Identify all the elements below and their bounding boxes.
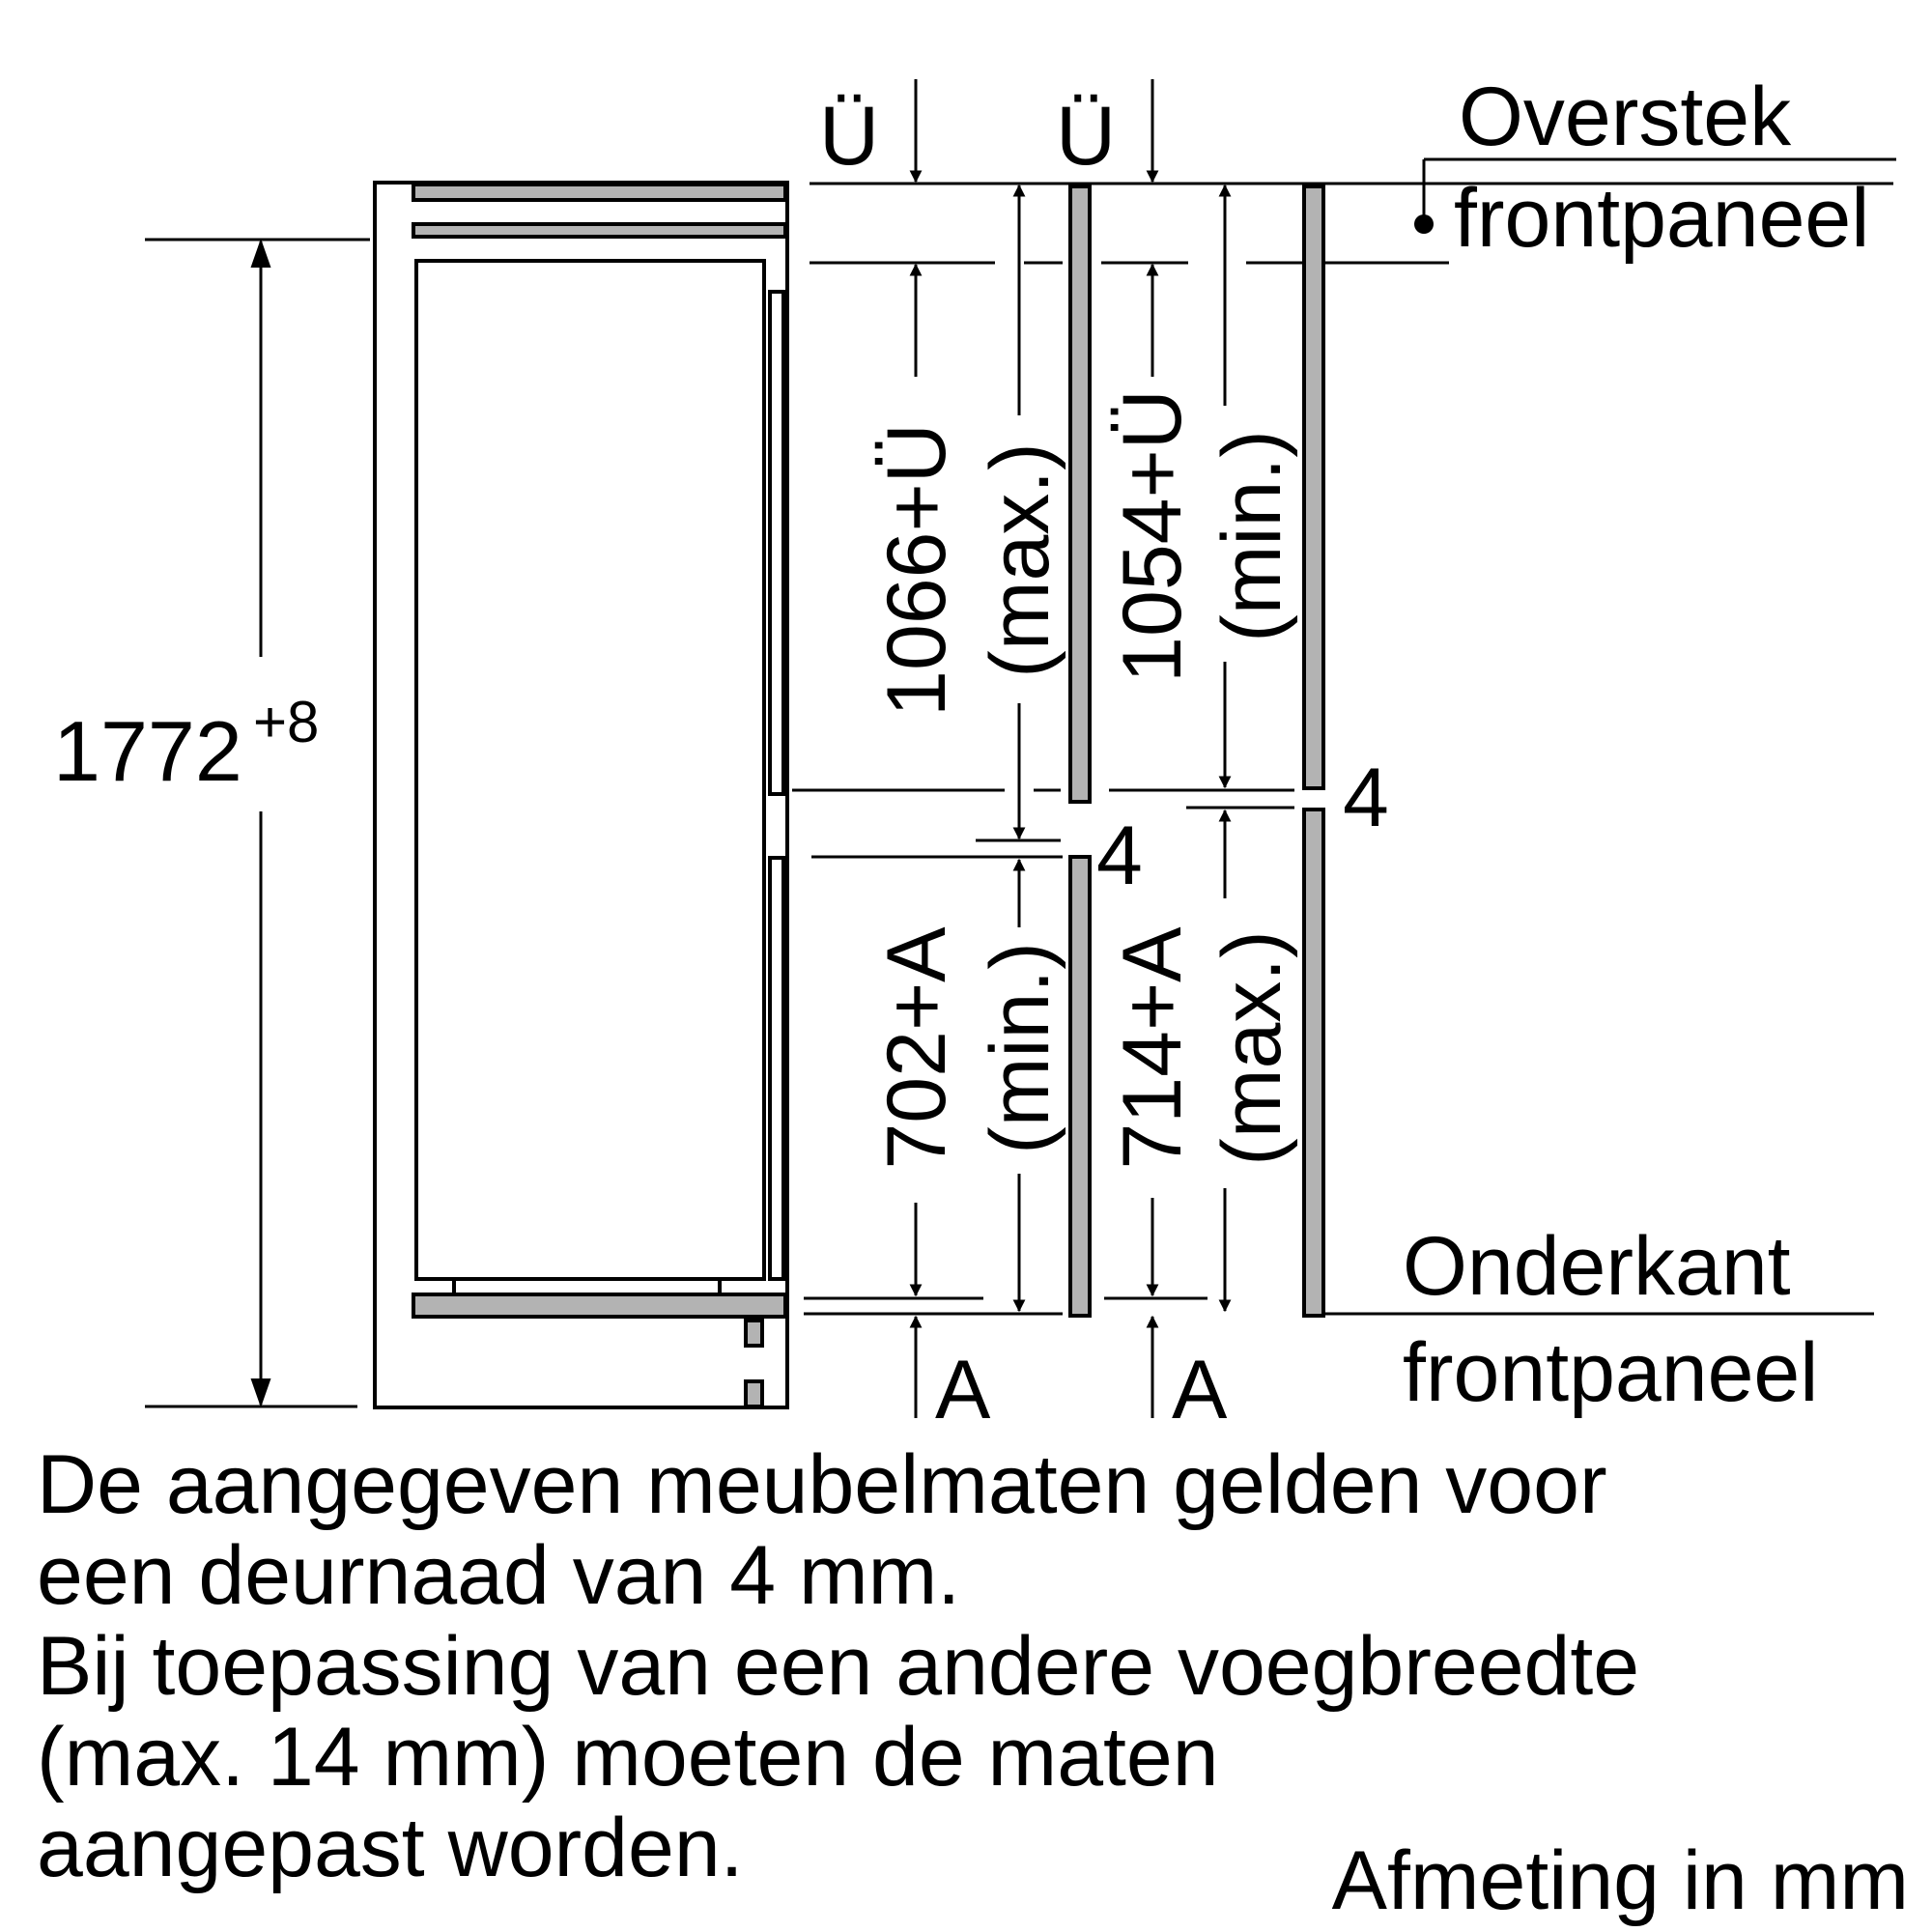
bottom-symbol-right: A [1172,1344,1228,1436]
upper-door-max-qualifier: (max.) [974,442,1066,678]
overhang-symbol-left: Ü [819,90,880,183]
lower-door-min-value: 702+A [870,926,963,1170]
note-line-5: aangepast worden. [37,1802,744,1894]
lower-door-min-qualifier: (min.) [974,942,1066,1154]
bottom-title-line2: frontpaneel [1403,1326,1819,1419]
appliance-cabinet [375,183,787,1407]
installation-note [37,1439,1872,1893]
overhang-title-line1: Overstek [1459,71,1792,163]
gap-label-right: 4 [1343,752,1389,844]
overhang-leader-dot [1414,214,1434,234]
lower-door-max-qualifier: (max.) [1206,930,1298,1166]
panel-left-lower [1070,857,1090,1316]
note-line-1: De aangegeven meubelmaten gelden voor [37,1438,1607,1531]
bottom-title-line1: Onderkant [1403,1220,1791,1313]
note-line-3: Bij toepassing van een andere voegbreedte [37,1620,1640,1713]
panel-right-upper [1304,186,1323,788]
note-line-2: een deurnaad van 4 mm. [37,1529,961,1622]
bottom-symbol-left: A [935,1344,991,1436]
total-height-tolerance: +8 [253,690,320,754]
lower-door-max-value: 714+A [1106,926,1199,1170]
unit-label: Afmeting in mm [1331,1834,1909,1927]
gap-label-left: 4 [1096,810,1143,902]
overhang-title-line2: frontpaneel [1454,172,1870,265]
upper-door-min-value: 1054+Ü [1106,389,1199,683]
upper-door-max-value: 1066+Ü [870,423,963,717]
upper-door-min-qualifier: (min.) [1206,430,1298,642]
panel-right-lower [1304,810,1323,1316]
overhang-symbol-right: Ü [1056,90,1117,183]
total-height-dimension [145,240,370,1406]
total-height-value: 1772 [53,703,242,799]
panel-left-upper [1070,186,1090,802]
note-line-4: (max. 14 mm) moeten de maten [37,1711,1219,1804]
